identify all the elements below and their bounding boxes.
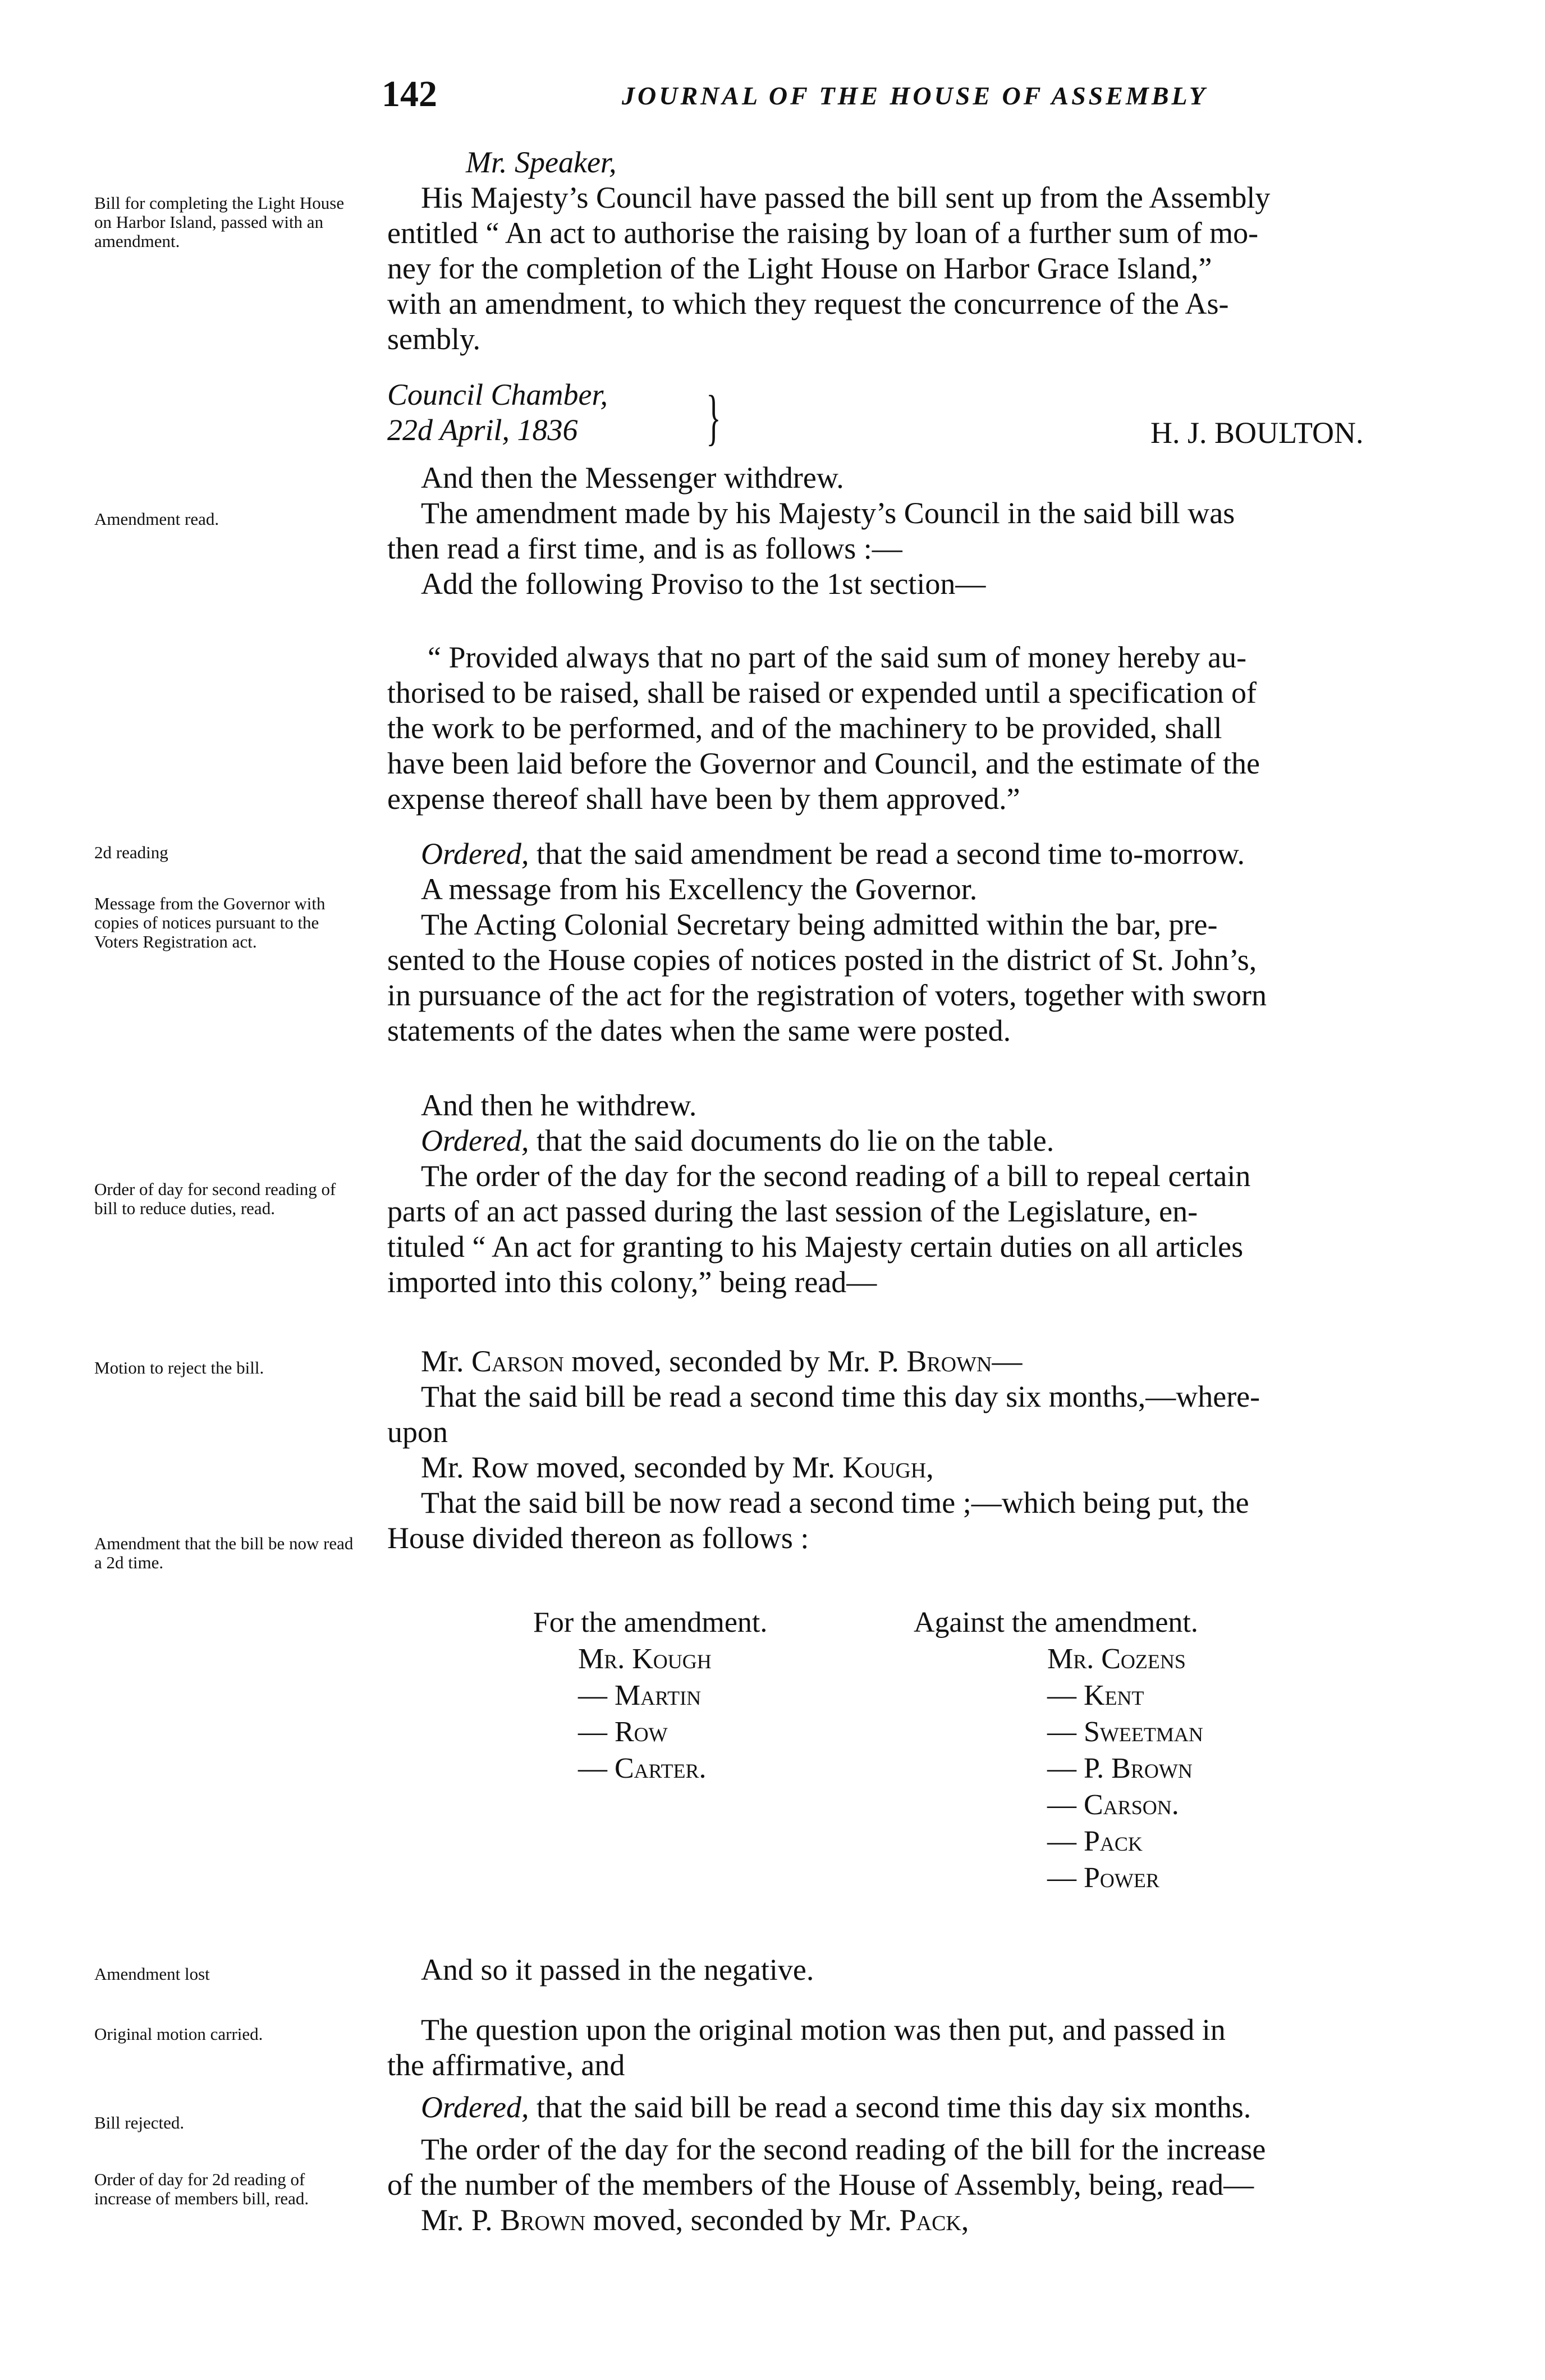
text-line: entitled “ An act to authorise the raising by loan of a further sum of mo- xyxy=(387,216,1259,250)
amendment-section xyxy=(387,460,1487,602)
result xyxy=(387,1952,1487,1988)
text-line: And so it passed in the negative. xyxy=(421,1953,814,1987)
proceedings-2 xyxy=(387,1088,1487,1300)
member-name: Mr. Cozens xyxy=(1047,1643,1186,1675)
order-line xyxy=(387,1123,1487,1159)
margin-note: Order of day for second reading of bill to reduce duties, read. xyxy=(94,1179,336,1218)
signatory: H. J. BOULTON. xyxy=(1150,416,1364,450)
text-line: have been laid before the Governor and Council, and the estimate of the xyxy=(387,747,1260,780)
text-line: The order of the day for the second reading of the bill for the increase xyxy=(421,2132,1266,2166)
member-name: — Martin xyxy=(578,1679,702,1711)
text-line: of the number of the members of the House of Assembly, being, read— xyxy=(387,2168,1254,2202)
proceedings-1 xyxy=(387,836,1487,1049)
text-fragment: , xyxy=(961,2203,969,2237)
order-text: that the said amendment be read a second time to-morrow. xyxy=(529,837,1245,871)
member-name: Pack xyxy=(899,2203,961,2237)
dateline xyxy=(387,377,608,448)
for-heading: For the amendment. xyxy=(533,1607,768,1638)
dateline-date: 22d April, 1836 xyxy=(387,413,578,447)
text-line: the work to be performed, and of the machinery to be provided, shall xyxy=(387,711,1222,745)
motion-line xyxy=(387,1450,1487,1485)
text-line: A message from his Excellency the Governor. xyxy=(421,872,978,906)
text-line: And then he withdrew. xyxy=(421,1088,697,1122)
text-line: then read a first time, and is as follows :— xyxy=(387,532,902,565)
text-line: The order of the day for the second reading of a bill to repeal certain xyxy=(421,1159,1251,1193)
text-line: thorised to be raised, shall be raised or expended until a specification of xyxy=(387,676,1257,710)
member-name: — Row xyxy=(578,1716,668,1748)
text-line: statements of the dates when the same were posted. xyxy=(387,1014,1011,1047)
margin-note: 2d reading xyxy=(94,843,168,862)
margin-note: Original motion carried. xyxy=(94,2024,263,2044)
ordered-word: Ordered, xyxy=(421,837,529,871)
text-line: And then the Messenger withdrew. xyxy=(421,461,844,495)
text-fragment: moved, seconded by Mr. P. xyxy=(563,1344,907,1378)
member-name: Mr. Kough xyxy=(578,1643,712,1675)
text-line: His Majesty’s Council have passed the bill sent up from the Assembly xyxy=(421,181,1271,214)
text-line: The amendment made by his Majesty’s Council in the said bill was xyxy=(421,496,1235,530)
member-name: — P. Brown xyxy=(1047,1752,1193,1784)
margin-note: Motion to reject the bill. xyxy=(94,1358,264,1377)
member-name: Carson xyxy=(471,1344,564,1378)
text-line: the affirmative, and xyxy=(387,2048,625,2082)
margin-note: Amendment read. xyxy=(94,509,219,529)
motion-line xyxy=(387,1344,1487,1379)
member-name: Brown xyxy=(500,2203,586,2237)
motion-line xyxy=(387,2203,1487,2238)
member-name: — Kent xyxy=(1047,1679,1144,1711)
running-title: JOURNAL OF THE HOUSE OF ASSEMBLY xyxy=(622,81,1208,110)
text-line: upon xyxy=(387,1415,448,1449)
dateline-place: Council Chamber, xyxy=(387,378,608,411)
margin-note: Bill rejected. xyxy=(94,2113,185,2132)
order-text: that the said bill be read a second time this day six months. xyxy=(529,2090,1251,2124)
text-line: with an amendment, to which they request the concurrence of the As- xyxy=(387,287,1229,321)
order-text: that the said documents do lie on the table. xyxy=(529,1124,1055,1157)
division-for xyxy=(533,1604,767,1787)
text-fragment: , xyxy=(926,1450,934,1484)
member-name: Brown xyxy=(906,1344,992,1378)
member-name: — Pack xyxy=(1047,1825,1143,1857)
text-fragment: — xyxy=(992,1344,1023,1378)
text-line: That the said bill be read a second time this day six months,—where- xyxy=(421,1380,1260,1413)
order-line xyxy=(387,836,1487,872)
margin-note: Amendment lost xyxy=(94,1964,210,1984)
margin-note: Bill for completing the Light House on Harbor Island, passed with an amendment. xyxy=(94,193,345,251)
text-line: sented to the House copies of notices posted in the district of St. John’s, xyxy=(387,943,1257,977)
division-against xyxy=(914,1604,1203,1896)
salutation: Mr. Speaker, xyxy=(466,145,617,179)
text-line: ney for the completion of the Light House on Harbor Grace Island,” xyxy=(387,251,1212,285)
page-header xyxy=(0,73,1545,118)
text-line: parts of an act passed during the last session of the Legislature, en- xyxy=(387,1194,1198,1228)
text-fragment: Mr. P. xyxy=(421,2203,501,2237)
closing-proceedings xyxy=(387,2012,1487,2238)
brace-icon: } xyxy=(706,383,721,451)
text-fragment: moved, seconded by Mr. xyxy=(585,2203,900,2237)
text-line: Add the following Proviso to the 1st section— xyxy=(421,567,986,601)
margin-note: Order of day for 2d reading of increase of members bill, read. xyxy=(94,2170,309,2208)
member-name: Kough xyxy=(842,1450,927,1484)
proviso xyxy=(387,640,1487,817)
text-line: in pursuance of the act for the registration of voters, together with sworn xyxy=(387,978,1267,1012)
against-heading: Against the amendment. xyxy=(914,1607,1198,1638)
text-line: The question upon the original motion was then put, and passed in xyxy=(421,2013,1226,2047)
text-line: That the said bill be now read a second time ;—which being put, the xyxy=(421,1486,1249,1519)
margin-note: Message from the Governor with copies of notices pursuant to the Voters Registration act. xyxy=(94,894,325,951)
member-name: — Power xyxy=(1047,1862,1159,1894)
text-line: House divided thereon as follows : xyxy=(387,1521,809,1555)
margin-note: Amendment that the bill be now read a 2d time. xyxy=(94,1534,354,1572)
text-line: tituled “ An act for granting to his Majesty certain duties on all articles xyxy=(387,1230,1244,1264)
text-line: imported into this colony,” being read— xyxy=(387,1265,877,1299)
member-name: — Sweetman xyxy=(1047,1716,1203,1748)
member-name: — Carter. xyxy=(578,1752,707,1784)
text-fragment: Mr. xyxy=(421,1344,472,1378)
text-line: expense thereof shall have been by them approved.” xyxy=(387,782,1020,816)
text-line: “ Provided always that no part of the said sum of money hereby au- xyxy=(428,640,1247,674)
order-line xyxy=(387,2090,1487,2125)
ordered-word: Ordered, xyxy=(421,2090,529,2124)
motions xyxy=(387,1344,1487,1556)
text-line: The Acting Colonial Secretary being admitted within the bar, pre- xyxy=(421,908,1218,941)
text-line: sembly. xyxy=(387,322,480,356)
council-message xyxy=(387,145,1487,357)
text-fragment: Mr. Row moved, seconded by Mr. xyxy=(421,1450,843,1484)
ordered-word: Ordered, xyxy=(421,1124,529,1157)
member-name: — Carson. xyxy=(1047,1789,1179,1821)
page-number: 142 xyxy=(382,74,437,115)
